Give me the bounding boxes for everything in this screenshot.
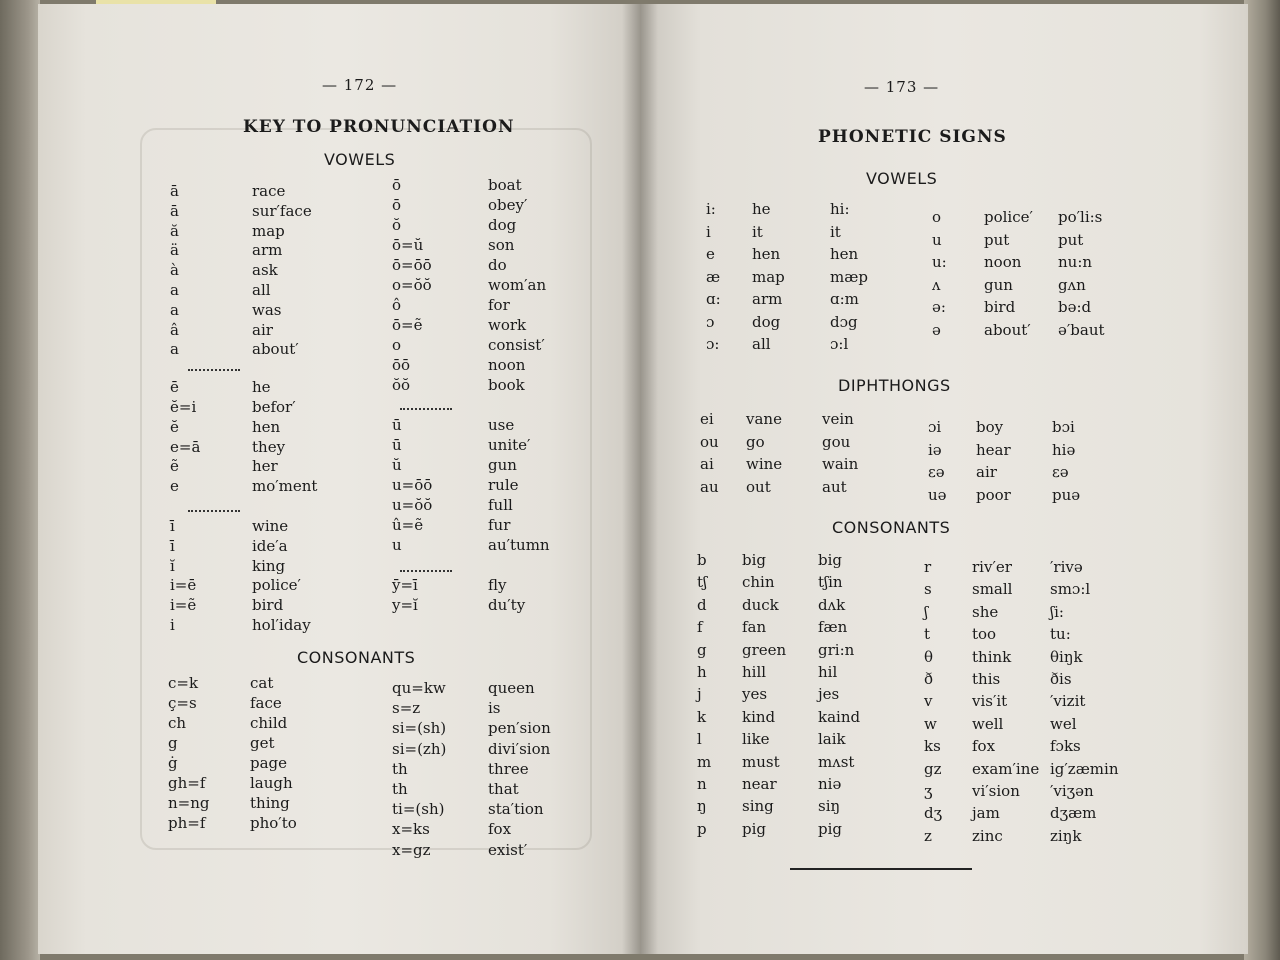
example-word: about′ (984, 320, 1031, 339)
example-word: king (252, 556, 286, 575)
transcription: po′li:s (1058, 208, 1103, 226)
example-word: bird (984, 298, 1016, 316)
example-word: she (972, 602, 999, 621)
transcription: ′rivə (1050, 558, 1083, 576)
transcription: big (818, 551, 843, 569)
example-word: must (742, 752, 780, 771)
left-page-number: — 172 — (322, 76, 398, 94)
example-word: thing (250, 794, 290, 812)
example-word: dog (488, 216, 517, 234)
separator-dots (400, 408, 452, 410)
example-word: that (488, 780, 519, 798)
separator-dots (400, 570, 452, 572)
phonetic-sign: gz (924, 759, 942, 778)
phonetic-sign: ə: (932, 298, 946, 316)
phonetic-sign: w (924, 714, 937, 733)
transcription: tu: (1050, 625, 1071, 644)
example-word: jam (972, 804, 1000, 823)
transcription: laik (818, 730, 846, 749)
symbol: ä (170, 241, 179, 260)
example-word: think (972, 647, 1012, 666)
symbol: th (392, 780, 408, 798)
example-word: all (752, 335, 771, 353)
phonetic-sign: m (697, 752, 712, 771)
symbol: u=ōō (392, 476, 433, 494)
symbol: ch (168, 714, 187, 732)
transcription: bə:d (1058, 298, 1092, 316)
example-word: go (746, 432, 765, 451)
symbol: si=(zh) (392, 739, 447, 758)
phonetic-sign: iə (928, 440, 942, 459)
example-word: out (746, 477, 771, 496)
transcription: ɔ:l (830, 335, 849, 353)
example-word: police′ (252, 576, 301, 595)
transcription: ʃi: (1050, 602, 1064, 621)
transcription: gʌn (1058, 275, 1086, 294)
symbol: ô (392, 296, 402, 314)
symbol: ō=ŭ (392, 236, 424, 254)
symbol: u (392, 536, 402, 554)
example-word: fly (488, 576, 507, 594)
example-word: police′ (984, 208, 1033, 226)
symbol: y=ĭ (392, 596, 418, 614)
phonetic-sign: au (700, 477, 719, 496)
transcription: ′vizit (1050, 692, 1086, 711)
phonetic-sign: h (697, 663, 707, 681)
example-word: du′ty (488, 596, 526, 614)
symbol: ō (392, 176, 402, 194)
symbol: ĭ (170, 556, 175, 575)
example-word: fan (742, 618, 767, 637)
symbol: ō (392, 196, 402, 214)
example-word: divi′sion (488, 739, 551, 758)
example-word: noon (488, 356, 526, 374)
symbol: ī (170, 517, 175, 535)
symbol: o (392, 336, 402, 354)
phonetic-sign: p (697, 819, 707, 838)
symbol: e=ā (170, 437, 201, 456)
example-word: wine (746, 455, 783, 473)
symbol: ġ (168, 754, 178, 772)
example-word: he (252, 378, 271, 397)
left-page-title: KEY TO PRONUNCIATION (243, 117, 515, 137)
transcription: ziŋk (1050, 826, 1082, 845)
example-word: about′ (252, 340, 299, 359)
transcription: mʌst (818, 752, 855, 771)
example-word: laugh (250, 774, 293, 792)
example-word: unite′ (488, 436, 531, 454)
example-word: yes (742, 685, 768, 704)
transcription: smɔ:l (1050, 580, 1091, 599)
symbol: g (168, 734, 178, 752)
example-word: riv′er (972, 558, 1012, 576)
phonetic-sign: ɑ: (706, 290, 721, 308)
example-word: get (250, 734, 275, 752)
example-word: bird (252, 596, 284, 615)
symbol: ŭ (392, 456, 402, 474)
phonetic-sign: z (924, 826, 932, 845)
transcription: jes (818, 685, 840, 704)
transcription: εə (1052, 463, 1069, 481)
example-word: queen (488, 679, 535, 697)
phonetic-sign: ɔi (928, 418, 942, 436)
example-word: gun (984, 275, 1013, 294)
phonetic-sign: r (924, 558, 932, 576)
symbol: ŏŏ (392, 376, 411, 394)
example-word: race (252, 182, 286, 200)
symbol: ē (170, 378, 179, 397)
example-word: sur′face (252, 201, 312, 220)
phonetic-sign: ʌ (932, 275, 941, 294)
phonetic-sign: æ (706, 267, 721, 286)
phonetic-sign: ai (700, 455, 714, 473)
symbol: ẽ (170, 457, 179, 476)
phonetic-sign: ks (924, 737, 941, 756)
example-word: well (972, 714, 1004, 733)
example-word: hol′iday (252, 616, 311, 634)
symbol: a (170, 281, 179, 299)
example-word: child (250, 714, 288, 732)
symbol: ph=f (168, 814, 206, 832)
symbol: à (170, 261, 179, 280)
phonetic-sign: dʒ (924, 804, 943, 823)
symbol: c=k (168, 674, 199, 692)
transcription: it (830, 222, 841, 241)
example-word: put (984, 230, 1010, 249)
example-word: green (742, 640, 787, 659)
symbol: s=z (392, 699, 421, 718)
symbol: ō=ōō (392, 256, 432, 274)
transcription: fɔks (1050, 737, 1081, 756)
example-word: they (252, 437, 286, 456)
example-word: hen (752, 245, 781, 263)
transcription: gou (822, 432, 851, 451)
symbol: gh=f (168, 774, 206, 792)
symbol: th (392, 759, 408, 778)
example-word: her (252, 457, 278, 476)
right-consonants-heading: CONSONANTS (832, 518, 951, 537)
left-consonants-heading: CONSONANTS (297, 648, 416, 667)
phonetic-sign: ou (700, 432, 719, 451)
symbol: i=ē (170, 576, 197, 595)
example-word: pho′to (250, 814, 297, 832)
symbol: ōō (392, 356, 411, 374)
example-word: big (742, 551, 767, 569)
example-word: ide′a (252, 536, 288, 555)
phonetic-sign: l (697, 730, 702, 749)
example-word: air (976, 463, 997, 481)
transcription: aut (822, 477, 847, 496)
example-word: obey′ (488, 196, 528, 214)
transcription: puə (1052, 485, 1081, 504)
right-page-number: — 173 — (864, 78, 940, 96)
symbol: ŏ (392, 216, 402, 234)
example-word: son (488, 236, 515, 254)
example-word: air (252, 320, 273, 339)
example-word: au′tumn (488, 536, 550, 554)
example-word: sing (742, 797, 774, 816)
transcription: dʌk (818, 595, 846, 614)
symbol: x=gz (392, 840, 431, 859)
example-word: boy (976, 418, 1004, 436)
example-word: arm (752, 290, 783, 308)
symbol: ĕ (170, 417, 179, 436)
symbol: ç=s (168, 694, 197, 712)
transcription: vein (822, 410, 854, 428)
phonetic-sign: k (697, 707, 707, 726)
example-word: is (488, 699, 501, 718)
example-word: hear (976, 440, 1011, 459)
example-word: cat (250, 674, 274, 692)
transcription: ig′zæmin (1050, 759, 1119, 778)
symbol: û=ẽ (392, 516, 424, 534)
symbol: i (170, 616, 175, 634)
transcription: siŋ (818, 797, 841, 816)
phonetic-sign: uə (928, 485, 947, 504)
transcription: dʒæm (1050, 804, 1097, 823)
transcription: kaind (818, 707, 861, 726)
example-word: map (252, 221, 285, 240)
example-word: pen′sion (488, 719, 551, 738)
example-word: do (488, 256, 507, 274)
example-word: three (488, 759, 529, 778)
example-word: page (250, 754, 288, 772)
example-word: hen (252, 417, 281, 436)
example-word: small (972, 580, 1013, 599)
transcription: θiŋk (1050, 647, 1083, 666)
phonetic-sign: tʃ (697, 573, 708, 592)
example-word: this (972, 670, 1001, 688)
phonetic-sign: o (932, 208, 942, 226)
example-word: full (488, 496, 513, 514)
symbol: o=ŏŏ (392, 276, 432, 294)
transcription: bɔi (1052, 418, 1075, 436)
phonetic-sign: ð (924, 670, 934, 688)
example-word: vis′it (972, 692, 1008, 711)
phonetic-sign: j (697, 685, 702, 704)
example-word: fox (972, 737, 996, 756)
phonetic-sign: θ (924, 647, 934, 666)
symbol: i=ẽ (170, 596, 197, 615)
transcription: fæn (818, 618, 848, 637)
example-word: exam′ine (972, 759, 1040, 778)
transcription: hil (818, 663, 838, 681)
phonetic-sign: n (697, 775, 707, 793)
example-word: befor′ (252, 398, 296, 416)
example-word: he (752, 200, 771, 218)
phonetic-sign: ŋ (697, 797, 707, 816)
symbol: x=ks (392, 820, 430, 839)
example-word: fox (488, 820, 512, 839)
phonetic-sign: ei (700, 410, 714, 428)
symbol: ā (170, 182, 179, 200)
transcription: wel (1050, 714, 1077, 733)
end-rule (790, 868, 972, 870)
example-word: rule (488, 476, 519, 494)
example-word: like (742, 730, 770, 749)
example-word: arm (252, 241, 283, 260)
symbol: ū (392, 416, 402, 434)
phonetic-sign: e (706, 245, 715, 263)
example-word: fur (488, 516, 511, 534)
example-word: use (488, 416, 515, 434)
example-word: dog (752, 312, 781, 331)
phonetic-sign: ɔ (706, 312, 715, 331)
phonetic-sign: f (697, 618, 703, 637)
example-word: noon (984, 253, 1022, 271)
example-word: vi′sion (972, 782, 1020, 800)
separator-dots (188, 510, 240, 512)
phonetic-sign: d (697, 595, 707, 614)
transcription: ′viʒən (1050, 782, 1094, 800)
symbol: ā (170, 201, 179, 220)
symbol: ti=(sh) (392, 800, 445, 819)
example-word: pig (742, 819, 767, 838)
right-page-title: PHONETIC SIGNS (818, 127, 1007, 147)
transcription: tʃin (818, 573, 843, 592)
symbol: a (170, 340, 179, 359)
example-word: consist′ (488, 336, 545, 354)
example-word: wom′an (488, 276, 547, 294)
symbol: ō=ẽ (392, 316, 423, 334)
phonetic-sign: u: (932, 253, 947, 271)
transcription: hiə (1052, 440, 1076, 459)
phonetic-sign: ʃ (924, 602, 929, 621)
symbol: ĕ=i (170, 398, 197, 416)
example-word: wine (252, 517, 289, 535)
symbol: â (170, 320, 179, 339)
symbol: ȳ=ī (392, 576, 418, 594)
right-vowels-heading: VOWELS (866, 169, 938, 188)
example-word: exist′ (488, 840, 528, 859)
symbol: ū (392, 436, 402, 454)
example-word: all (252, 281, 271, 299)
phonetic-sign: i: (706, 200, 716, 218)
phonetic-sign: i (706, 222, 711, 241)
transcription: dɔg (830, 312, 858, 331)
transcription: hen (830, 245, 859, 263)
phonetic-sign: v (924, 692, 933, 711)
symbol: a (170, 300, 179, 319)
book-cover-right-edge (1244, 0, 1280, 960)
symbol: ă (170, 221, 179, 240)
transcription: ə′baut (1058, 320, 1105, 339)
example-word: face (250, 694, 282, 712)
transcription: niə (818, 775, 842, 793)
phonetic-sign: ə (932, 320, 941, 339)
symbol: ī (170, 536, 175, 555)
transcription: gri:n (818, 640, 855, 659)
example-word: hill (742, 663, 767, 681)
phonetic-sign: u (932, 230, 942, 249)
phonetic-sign: s (924, 580, 932, 599)
transcription: ðis (1050, 670, 1072, 688)
example-word: vane (746, 410, 782, 428)
example-word: near (742, 775, 777, 793)
book-gutter (622, 4, 658, 954)
example-word: poor (976, 485, 1011, 504)
symbol: n=ng (168, 794, 210, 812)
transcription: hi: (830, 200, 850, 218)
symbol: u=ŏŏ (392, 496, 433, 514)
example-word: duck (742, 595, 779, 614)
phonetic-sign: ɔ: (706, 335, 720, 353)
symbol: si=(sh) (392, 719, 447, 738)
example-word: kind (742, 707, 776, 726)
example-word: chin (742, 573, 775, 592)
phonetic-sign: εə (928, 463, 945, 481)
example-word: was (252, 300, 282, 319)
example-word: map (752, 267, 785, 286)
phonetic-sign: t (924, 625, 931, 644)
diphthongs-heading: DIPHTHONGS (838, 376, 951, 395)
example-word: gun (488, 456, 517, 474)
example-word: sta′tion (488, 800, 544, 819)
example-word: ask (252, 261, 278, 280)
example-word: it (752, 222, 763, 241)
transcription: mæp (830, 267, 868, 286)
symbol: e (170, 477, 179, 496)
example-word: boat (488, 176, 522, 194)
example-word: book (488, 376, 525, 394)
transcription: put (1058, 230, 1084, 249)
example-word: mo′ment (252, 477, 318, 496)
example-word: for (488, 296, 510, 314)
transcription: ɑ:m (830, 290, 859, 308)
transcription: nu:n (1058, 253, 1093, 271)
phonetic-sign: ʒ (924, 782, 933, 800)
transcription: wain (822, 455, 859, 473)
phonetic-sign: g (697, 640, 707, 659)
left-vowels-heading: VOWELS (324, 150, 396, 169)
example-word: zinc (972, 826, 1003, 845)
book-cover-left-edge (0, 0, 40, 960)
phonetic-sign: b (697, 551, 707, 569)
separator-dots (188, 369, 240, 371)
symbol: qu=kw (392, 679, 446, 697)
example-word: too (972, 625, 997, 644)
transcription: pig (818, 819, 843, 838)
example-word: work (488, 316, 527, 334)
